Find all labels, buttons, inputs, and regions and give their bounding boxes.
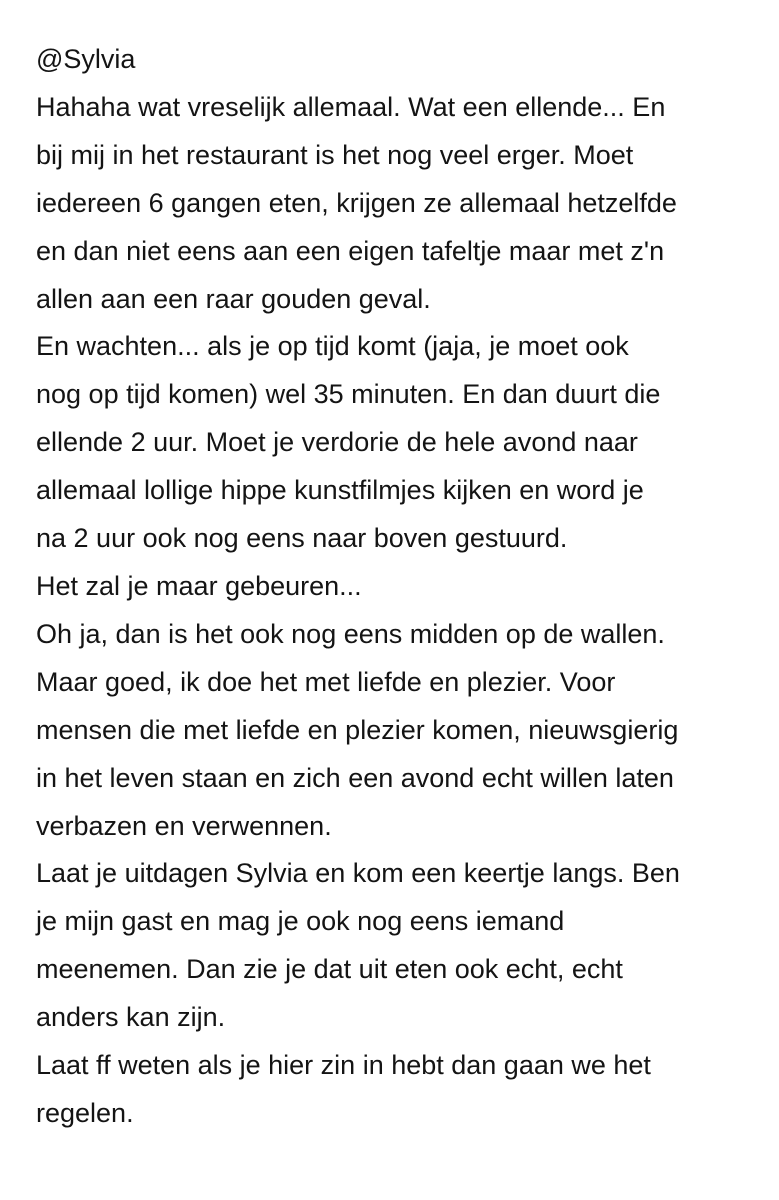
text-line: nog op tijd komen) wel 35 minuten. En dan duurt die	[36, 379, 661, 410]
text-line: je mijn gast en mag je ook nog eens iemand	[36, 906, 565, 937]
text-line: En wachten... als je op tijd komt (jaja, je moet ook	[36, 331, 629, 362]
text-line: mensen die met liefde en plezier komen, nieuwsgierig	[36, 714, 679, 745]
text-line: iedereen 6 gangen eten, krijgen ze allemaal hetzelfde	[36, 187, 677, 218]
text-line: Hahaha wat vreselijk allemaal. Wat een ellende... En	[36, 91, 666, 122]
text-line: in het leven staan en zich een avond echt willen laten	[36, 762, 674, 793]
text-line: anders kan zijn.	[36, 1002, 226, 1033]
text-line: regelen.	[36, 1097, 134, 1128]
message-text-block	[36, 36, 756, 1138]
text-line: allen aan een raar gouden geval.	[36, 283, 431, 314]
text-line: Laat je uitdagen Sylvia en kom een keertje langs. Ben	[36, 858, 680, 889]
text-line: bij mij in het restaurant is het nog veel erger. Moet	[36, 139, 634, 170]
mention-line: @Sylvia	[36, 44, 136, 74]
text-line: verbazen en verwennen.	[36, 810, 332, 841]
text-line: allemaal lollige hippe kunstfilmjes kijken en word je	[36, 475, 644, 506]
text-line: ellende 2 uur. Moet je verdorie de hele avond naar	[36, 427, 638, 458]
text-line: Laat ff weten als je hier zin in hebt dan gaan we het	[36, 1050, 651, 1081]
text-line: en dan niet eens aan een eigen tafeltje maar met z'n	[36, 235, 665, 266]
text-line: Maar goed, ik doe het met liefde en plezier. Voor	[36, 666, 616, 697]
text-line: Oh ja, dan is het ook nog eens midden op de wallen.	[36, 618, 665, 649]
text-line: Het zal je maar gebeuren...	[36, 570, 362, 601]
text-line: na 2 uur ook nog eens naar boven gestuurd.	[36, 523, 568, 554]
text-line: meenemen. Dan zie je dat uit eten ook echt, echt	[36, 954, 623, 985]
